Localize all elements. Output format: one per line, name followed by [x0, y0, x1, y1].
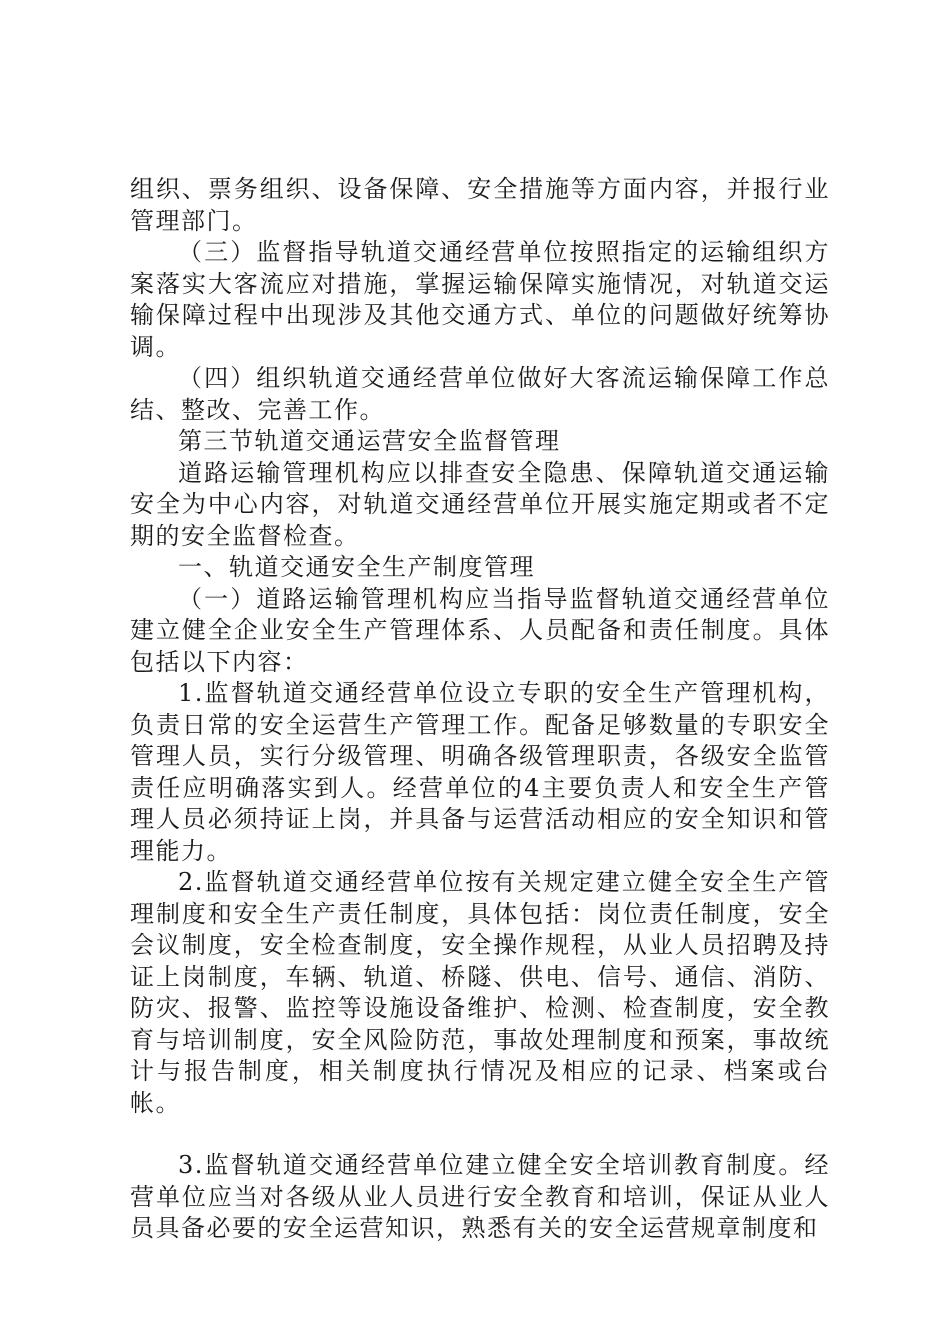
paragraph-item-3: （三）监督指导轨道交通经营单位按照指定的运输组织方案落实大客流应对措施，掌握运输保障实施情况，对轨道交运输保障过程中出现涉及其他交通方式、单位的问题做好统筹协调。 — [130, 238, 830, 361]
paragraph-item-4: （四）组织轨道交通经营单位做好大客流运输保障工作总结、整改、完善工作。 — [130, 364, 830, 424]
section-intro: 道路运输管理机构应以排查安全隐患、保障轨道交通运输安全为中心内容，对轨道交通经营单位开展实施定期或者不定期的安全监督检查。 — [130, 458, 830, 550]
paragraph-item-1: （一）道路运输管理机构应当指导监督轨道交通经营单位建立健全企业安全生产管理体系、人员配备和责任制度。具体包括以下内容： — [130, 584, 830, 676]
document-body — [130, 174, 830, 1245]
subsection-heading: 一、轨道交通安全生产制度管理 — [178, 553, 535, 581]
numbered-item-2: 2.监督轨道交通经营单位按有关规定建立健全安全生产管理制度和安全生产责任制度，具体包括：岗位责任制度，安全会议制度，安全检查制度，安全操作规程，从业人员招聘及持证上岗制度，车辆、轨道、桥隧、供电、信号、通信、消防、防灾、报警、监控等设施设备维护、检测、检查制度，安全教育与培训制度，安全风险防范，事故处理制度和预案，事故统计与报告制度，相关制度执行情况及相应的记录、档案或台帐。 — [130, 868, 830, 1117]
section-heading: 第三节轨道交通运营安全监督管理 — [178, 427, 561, 455]
paragraph-continuation: 组织、票务组织、设备保障、安全措施等方面内容，并报行业管理部门。 — [130, 175, 830, 235]
numbered-item-3: 3.监督轨道交通经营单位建立健全安全培训教育制度。经营单位应当对各级从业人员进行安全教育和培训，保证从业人员具备必要的安全运营知识，熟悉有关的安全运营规章制度和 — [130, 1151, 830, 1242]
numbered-item-1: 1.监督轨道交通经营单位设立专职的安全生产管理机构，负责日常的安全运营生产管理工作。配备足够数量的专职安全管理人员，实行分级管理、明确各级管理职责，各级安全监管责任应明确落实到人。经营单位的4主要负责人和安全生产管理人员必须持证上岗，并具备与运营活动相应的安全知识和管理能力。 — [130, 679, 830, 865]
